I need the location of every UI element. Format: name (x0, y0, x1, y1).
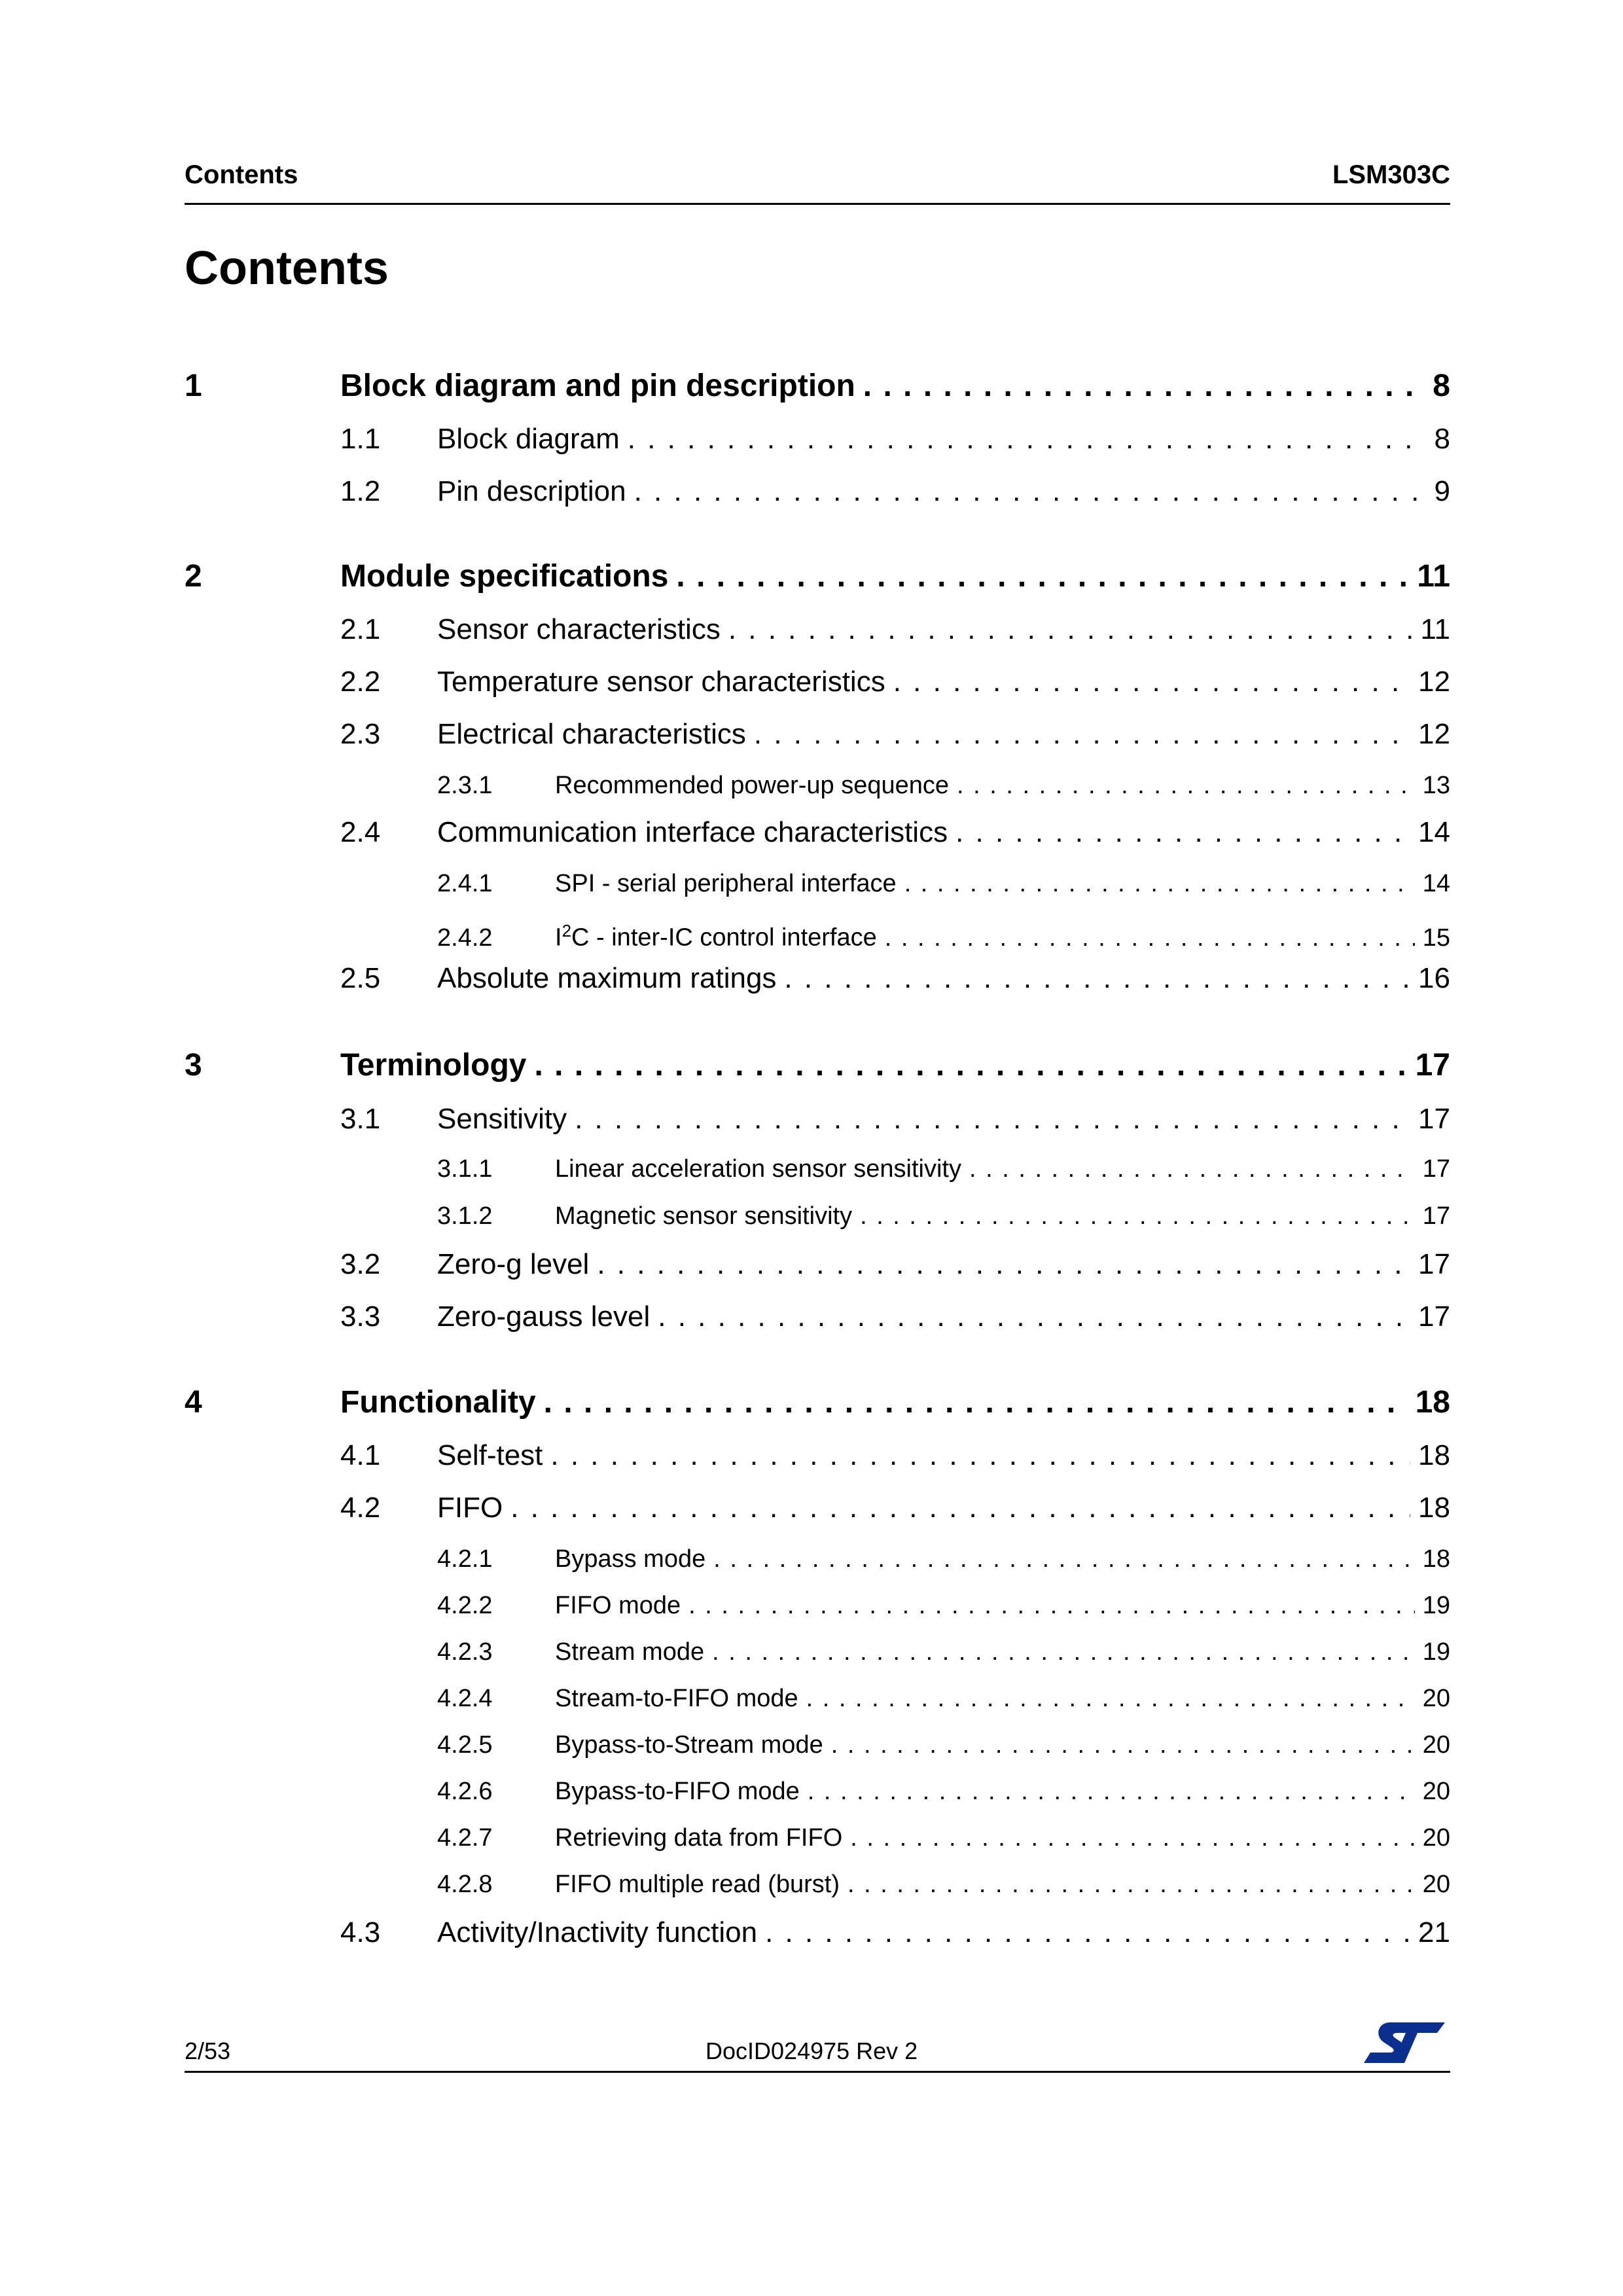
toc-leader-dots (850, 1822, 1414, 1854)
toc-entry-page: 20 (1422, 1871, 1450, 1898)
toc-entry-label: Functionality (340, 1385, 536, 1420)
toc-entry-page: 18 (1415, 1385, 1450, 1420)
toc-entry-number: 2.5 (340, 962, 381, 994)
toc-entry[interactable] (340, 1490, 1450, 1526)
st-logo-icon (1364, 2020, 1445, 2066)
toc-entry[interactable] (437, 1869, 1450, 1900)
toc-entry-number: 3.1 (340, 1103, 381, 1135)
toc-entry-page: 17 (1418, 1103, 1450, 1135)
toc-entry-page: 17 (1418, 1248, 1450, 1280)
toc-entry-label: Zero-gauss level (437, 1300, 651, 1333)
toc-entry-number: 2.4.2 (437, 924, 493, 946)
toc-entry-number: 4 (185, 1385, 202, 1420)
toc-entry-label: Electrical characteristics (437, 718, 746, 750)
toc-leader-dots (831, 1729, 1415, 1761)
toc-entry[interactable] (340, 473, 1450, 510)
toc-entry-label: Self-test (437, 1439, 543, 1471)
toc-entry[interactable] (340, 664, 1450, 700)
toc-entry[interactable] (340, 1437, 1450, 1474)
toc-leader-dots (575, 1101, 1410, 1138)
toc-entry-page: 12 (1418, 718, 1450, 750)
toc-entry[interactable] (437, 1200, 1450, 1232)
toc-entry[interactable] (340, 1914, 1450, 1951)
toc-entry-label: Stream-to-FIFO mode (555, 1685, 798, 1712)
toc-entry-number: 2.1 (340, 613, 381, 645)
toc-entry-number: 4.2.3 (437, 1638, 493, 1666)
toc-entry-page: 17 (1422, 1155, 1450, 1183)
toc-entry[interactable] (185, 367, 1450, 406)
toc-entry-page: 18 (1422, 1545, 1450, 1573)
toc-leader-dots (712, 1636, 1415, 1668)
toc-entry-label: Absolute maximum ratings (437, 962, 777, 994)
toc-entry-number: 2.4.1 (437, 870, 493, 897)
toc-entry-label: Pin description (437, 475, 626, 507)
toc-leader-dots (510, 1490, 1410, 1526)
toc-leader-dots (847, 1869, 1415, 1900)
toc-entry-label: SPI - serial peripheral interface (555, 870, 897, 897)
toc-entry-page: 12 (1418, 666, 1450, 698)
toc-entry-page: 18 (1418, 1439, 1450, 1471)
toc-leader-dots (658, 1299, 1410, 1335)
toc-entry-page: 14 (1418, 816, 1450, 848)
toc-entry-page: 9 (1434, 475, 1450, 507)
toc-entry-number: 4.2.7 (437, 1824, 493, 1852)
footer-page-number: 2/53 (185, 2037, 231, 2064)
toc-entry-label: Activity/Inactivity function (437, 1916, 758, 1948)
toc-entry-label: Communication interface characteristics (437, 816, 948, 848)
toc-entry[interactable] (340, 960, 1450, 997)
toc-leader-dots (628, 421, 1427, 457)
toc-entry-number: 1.1 (340, 423, 381, 455)
toc-entry-number: 3.1.1 (437, 1155, 493, 1183)
toc-leader-dots (955, 814, 1410, 851)
toc-entry-number: 2 (185, 559, 202, 594)
toc-entry-label: Block diagram and pin description (340, 368, 855, 403)
toc-entry[interactable] (437, 1822, 1450, 1854)
toc-entry[interactable] (340, 1299, 1450, 1335)
footer-doc-id: DocID024975 Rev 2 (705, 2037, 918, 2064)
toc-entry-number: 4.2 (340, 1492, 381, 1524)
toc-entry-label: Temperature sensor characteristics (437, 666, 885, 698)
toc-leader-dots (713, 1543, 1414, 1575)
page-title: Contents (185, 242, 389, 295)
toc-entry-label: FIFO mode (555, 1592, 681, 1619)
toc-leader-dots (957, 770, 1415, 801)
toc-entry[interactable] (185, 1046, 1450, 1085)
st-logo-shape (1364, 2022, 1445, 2063)
toc-entry[interactable] (185, 1383, 1450, 1422)
toc-leader-dots (808, 1776, 1415, 1807)
toc-entry-label: FIFO multiple read (burst) (555, 1871, 840, 1898)
toc-entry-number: 3 (185, 1048, 202, 1083)
toc-entry-page: 11 (1417, 559, 1450, 594)
toc-entry-number: 4.2.2 (437, 1592, 493, 1619)
toc-entry-label: Bypass-to-Stream mode (555, 1731, 823, 1759)
toc-entry-number: 4.2.5 (437, 1731, 493, 1759)
toc-entry-number: 1 (185, 368, 202, 403)
toc-entry-label: Sensitivity (437, 1103, 567, 1135)
toc-entry-number: 2.2 (340, 666, 381, 698)
toc-entry-page: 17 (1415, 1048, 1450, 1083)
toc-entry-label: Magnetic sensor sensitivity (555, 1202, 853, 1230)
toc-entry-label: Retrieving data from FIFO (555, 1824, 843, 1852)
toc-entry-number: 4.1 (340, 1439, 381, 1471)
toc-entry[interactable] (437, 1636, 1450, 1668)
toc-entry-label: Sensor characteristics (437, 613, 721, 645)
toc-entry[interactable] (437, 1543, 1450, 1575)
toc-entry-label: $I^2C$ - inter-IC control interface (555, 921, 877, 946)
toc-entry-number: 4.2.4 (437, 1685, 493, 1712)
toc-entry-number: 4.2.1 (437, 1545, 493, 1573)
toc-entry-page: 16 (1418, 962, 1450, 994)
toc-entry-page: 14 (1422, 870, 1450, 897)
toc-entry-label: Recommended power-up sequence (555, 772, 950, 799)
toc-leader-dots (754, 716, 1410, 753)
toc-entry[interactable] (340, 611, 1450, 648)
running-header-product: LSM303C (1332, 160, 1450, 189)
toc-leader-dots (765, 1914, 1410, 1951)
toc-entry-label: Stream mode (555, 1638, 705, 1666)
toc-entry-page: 8 (1434, 423, 1450, 455)
toc-entry-page: 20 (1422, 1778, 1450, 1805)
toc-entry-number: 4.2.8 (437, 1871, 493, 1898)
toc-leader-dots (550, 1437, 1410, 1474)
toc-entry[interactable] (437, 868, 1450, 899)
toc-entry-label: Bypass mode (555, 1545, 706, 1573)
toc-entry-label: FIFO (437, 1492, 503, 1524)
running-header-section: Contents (185, 160, 298, 189)
toc-entry-label: Module specifications (340, 559, 669, 594)
toc-entry-page: 20 (1422, 1731, 1450, 1759)
toc-entry-page: 19 (1422, 1638, 1450, 1666)
toc-leader-dots (860, 1200, 1415, 1232)
toc-entry-page: 21 (1418, 1916, 1450, 1948)
toc-leader-dots (893, 664, 1410, 700)
toc-entry-number: 4.3 (340, 1916, 381, 1948)
toc-entry-number: 3.1.2 (437, 1202, 493, 1230)
toc-entry-page: 17 (1418, 1300, 1450, 1333)
toc-entry[interactable] (437, 1590, 1450, 1621)
toc-leader-dots (534, 1046, 1407, 1085)
toc-leader-dots (904, 868, 1415, 899)
toc-leader-dots (597, 1246, 1410, 1283)
toc-entry-number: 2.3 (340, 718, 381, 750)
toc-entry-page: 17 (1422, 1202, 1450, 1230)
toc-leader-dots (784, 960, 1410, 997)
toc-entry[interactable] (437, 1683, 1450, 1714)
toc-entry[interactable] (437, 770, 1450, 801)
toc-entry-page: 13 (1422, 772, 1450, 799)
toc-leader-dots (969, 1153, 1415, 1185)
toc-entry-label: Bypass-to-FIFO mode (555, 1778, 800, 1805)
toc-entry-page: 15 (1422, 924, 1450, 946)
toc-leader-dots (863, 367, 1425, 406)
toc-entry-page: 20 (1422, 1685, 1450, 1712)
toc-entry[interactable] (185, 557, 1450, 596)
toc-entry[interactable] (340, 421, 1450, 457)
toc-entry-label: Terminology (340, 1048, 527, 1083)
toc-entry-page: 19 (1422, 1592, 1450, 1619)
toc-entry[interactable] (340, 1101, 1450, 1138)
toc-leader-dots (676, 557, 1409, 596)
toc-entry-label: Block diagram (437, 423, 620, 455)
toc-leader-dots (688, 1590, 1415, 1621)
toc-entry-page: 20 (1422, 1824, 1450, 1852)
toc-entry[interactable] (437, 1153, 1450, 1185)
toc-entry-page: 8 (1433, 368, 1450, 403)
toc-entry[interactable] (340, 814, 1450, 851)
toc-entry-page: 18 (1418, 1492, 1450, 1524)
toc-entry[interactable] (437, 1729, 1450, 1761)
toc-leader-dots (634, 473, 1427, 510)
toc-entry-number: 1.2 (340, 475, 381, 507)
toc-entry-number: 3.2 (340, 1248, 381, 1280)
toc-entry-number: 2.3.1 (437, 772, 493, 799)
toc-entry[interactable] (437, 1776, 1450, 1807)
toc-entry[interactable] (340, 716, 1450, 753)
toc-leader-dots (728, 611, 1412, 648)
toc-entry-number: 3.3 (340, 1300, 381, 1333)
toc-entry-page: 11 (1420, 613, 1450, 645)
toc-leader-dots (806, 1683, 1415, 1714)
toc-entry[interactable] (340, 1246, 1450, 1283)
toc-entry-label: Zero-g level (437, 1248, 590, 1280)
toc-entry-label: Linear acceleration sensor sensitivity (555, 1155, 961, 1183)
toc-leader-dots (544, 1383, 1408, 1422)
toc-entry[interactable] (437, 915, 1450, 946)
toc-entry-number: 2.4 (340, 816, 381, 848)
footer-divider (185, 2071, 1450, 2073)
toc-entry-number: 4.2.6 (437, 1778, 493, 1805)
toc-leader-dots (885, 922, 1415, 946)
